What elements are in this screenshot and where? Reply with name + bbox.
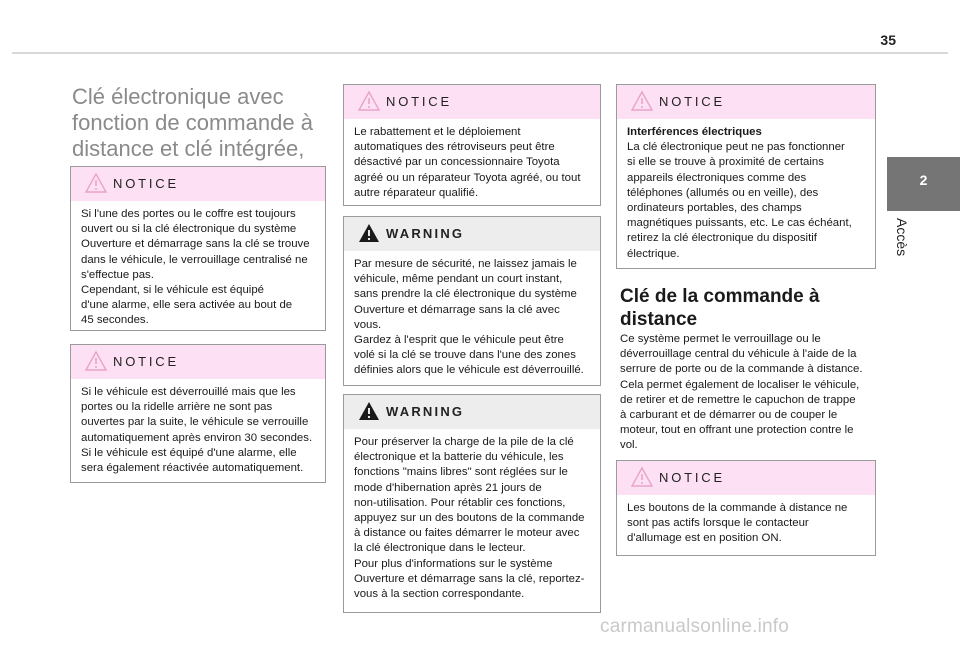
- caution-triangle-icon: [84, 350, 108, 372]
- text-line: si elle se trouve à proximité de certains: [627, 156, 824, 169]
- section-title: Clé électronique avec fonction de commande à distance et clé intégrée,: [72, 84, 313, 161]
- text-line: Clé de la commande à: [620, 286, 820, 307]
- text-line: d'allumage est en position ON.: [627, 532, 782, 545]
- text-line: d'une alarme, elle sera activée au bout de: [81, 299, 293, 312]
- text-line: Cependant, si le véhicule est équipé: [81, 284, 265, 297]
- text-line: téléphones (allumés ou en veille), des: [627, 186, 819, 199]
- warning-body: [344, 251, 600, 379]
- caution-triangle-icon: [630, 90, 654, 112]
- text-line: Ouverture et démarrage sans la clé, reportez-: [354, 572, 585, 585]
- warning-label: WARNING: [386, 404, 465, 419]
- notice-body: [71, 201, 325, 329]
- notice-label: NOTICE: [113, 354, 179, 369]
- warning-box-key-safety: [343, 216, 601, 386]
- text-line: automatiquement après environ 30 secondes.: [81, 431, 313, 444]
- text-line: autre réparateur qualifié.: [354, 186, 479, 199]
- notice-header: [71, 167, 325, 201]
- text-line: sans prendre la clé électronique du système: [354, 288, 577, 301]
- text-line: véhicule, même pendant un court instant,: [354, 273, 563, 286]
- caution-triangle-icon: [84, 172, 108, 194]
- watermark: carmanualsonline.info: [600, 616, 790, 637]
- text-line: sera également réactivée automatiquement.: [81, 462, 304, 475]
- text-line: distance: [620, 309, 698, 330]
- text-line: Cela permet également de localiser le véhicule,: [620, 378, 860, 391]
- notice-box-doors-open: [70, 166, 326, 331]
- text-line: électronique et la batterie du véhicule, les: [354, 451, 564, 464]
- text-line: ouvertes par la suite, le véhicule se verrouille: [81, 416, 309, 429]
- text-line: à carburant et de démarrer ou de couper le: [620, 409, 838, 422]
- text-line: fonctions "mains libres" sont réglées sur le: [354, 466, 568, 479]
- text-line: Ouverture et démarrage sans la clé avec: [354, 303, 560, 316]
- notice-box-auto-relock: [70, 344, 326, 483]
- text-line: Ouverture et démarrage sans la clé se trouve: [81, 238, 310, 251]
- notice-box-mirrors: [343, 84, 601, 206]
- text-line: Si le véhicule est équipé d'une alarme, elle: [81, 446, 297, 459]
- text-line: portes ou la ridelle arrière ne sont pas: [81, 401, 273, 414]
- page-number: 35: [880, 32, 896, 48]
- text-line: La clé électronique peut ne pas fonctionner: [627, 141, 845, 154]
- text-line: appuyez sur un des boutons de la commande: [354, 512, 585, 525]
- warning-box-battery-hibernation: [343, 394, 601, 613]
- notice-label: NOTICE: [113, 176, 179, 191]
- subsection-title: [620, 285, 870, 331]
- text-line: Pour plus d'informations sur le système: [354, 557, 553, 570]
- notice-body: [617, 119, 875, 262]
- text-line: désactivé par un concessionnaire Toyota: [354, 156, 560, 169]
- notice-header: [344, 85, 600, 119]
- text-line: serrure de porte ou de la commande à distance.: [620, 363, 863, 376]
- text-line: appareils électroniques comme des: [627, 171, 807, 184]
- text-line: 45 secondes.: [81, 314, 149, 327]
- text-line: vous à la section correspondante.: [354, 588, 525, 601]
- notice-heading: Interférences électriques: [627, 126, 762, 138]
- text-line: ordinateurs portables, des champs: [627, 202, 802, 215]
- text-line: volé si la clé se trouve dans l'une des zones: [354, 349, 576, 362]
- text-line: Pour préserver la charge de la pile de la clé: [354, 436, 574, 448]
- text-line: Les boutons de la commande à distance ne: [627, 502, 848, 514]
- text-line: à distance ou faites démarrer le moteur avec: [354, 527, 580, 540]
- text-line: Si l'une des portes ou le coffre est toujours: [81, 208, 296, 220]
- text-line: automatiques des rétroviseurs peut être: [354, 141, 555, 154]
- notice-body: [344, 119, 600, 201]
- text-line: la clé électronique dans le lecteur.: [354, 542, 526, 555]
- notice-box-interference: [616, 84, 876, 269]
- notice-header: [617, 85, 875, 119]
- notice-header: [71, 345, 325, 379]
- text-line: Par mesure de sécurité, ne laissez jamais le: [354, 258, 577, 270]
- text-line: vous.: [354, 318, 382, 331]
- text-line: mode d'hibernation après 21 jours de: [354, 481, 542, 494]
- notice-lines: [627, 140, 867, 262]
- text-line: sont pas actifs lorsque le contacteur: [627, 517, 809, 530]
- subsection-paragraph: [620, 332, 876, 454]
- text-line: de retirer et de remettre le capuchon de trappe: [620, 393, 856, 406]
- warning-header: [344, 395, 600, 429]
- chapter-tab-number: 2: [919, 172, 928, 188]
- text-line: retirez la clé électronique du dispositif: [627, 232, 817, 245]
- top-rule: [12, 52, 948, 54]
- text-line: dans le véhicule, le verrouillage centralisé ne: [81, 253, 308, 266]
- notice-box-buttons-inactive: [616, 460, 876, 556]
- text-line: électrique.: [627, 247, 680, 260]
- warning-header: [344, 217, 600, 251]
- text-line: moteur, tout en offrant une protection contre le: [620, 424, 854, 437]
- text-line: Ce système permet le verrouillage ou le: [620, 333, 821, 345]
- text-line: ouvert ou si la clé électronique du système: [81, 223, 297, 236]
- caution-triangle-icon: [357, 90, 381, 112]
- text-line: Si le véhicule est déverrouillé mais que les: [81, 386, 296, 398]
- warning-label: WARNING: [386, 226, 465, 241]
- warning-triangle-icon: [357, 222, 381, 244]
- text-line: définies alors que le véhicule est déverrouillé.: [354, 364, 584, 377]
- text-line: Gardez à l'esprit que le véhicule peut être: [354, 334, 564, 347]
- warning-body: [344, 429, 600, 602]
- text-line: magnétiques puissants, etc. Le cas échéant,: [627, 217, 852, 230]
- notice-body: [71, 379, 325, 476]
- text-line: agréé ou un réparateur Toyota agréé, ou tout: [354, 171, 581, 184]
- text-line: Le rabattement et le déploiement: [354, 126, 521, 138]
- warning-triangle-icon: [357, 400, 381, 422]
- notice-label: NOTICE: [659, 94, 725, 109]
- notice-header: [617, 461, 875, 495]
- notice-label: NOTICE: [386, 94, 452, 109]
- text-line: non-utilisation. Pour rétablir ces fonctions,: [354, 496, 566, 509]
- chapter-tab-label: Accès: [894, 218, 910, 257]
- caution-triangle-icon: [630, 466, 654, 488]
- notice-body: [617, 495, 875, 547]
- notice-label: NOTICE: [659, 470, 725, 485]
- text-line: s'effectue pas.: [81, 268, 154, 281]
- text-line: vol.: [620, 439, 638, 452]
- text-line: déverrouillage central du véhicule à l'aide de la: [620, 348, 857, 361]
